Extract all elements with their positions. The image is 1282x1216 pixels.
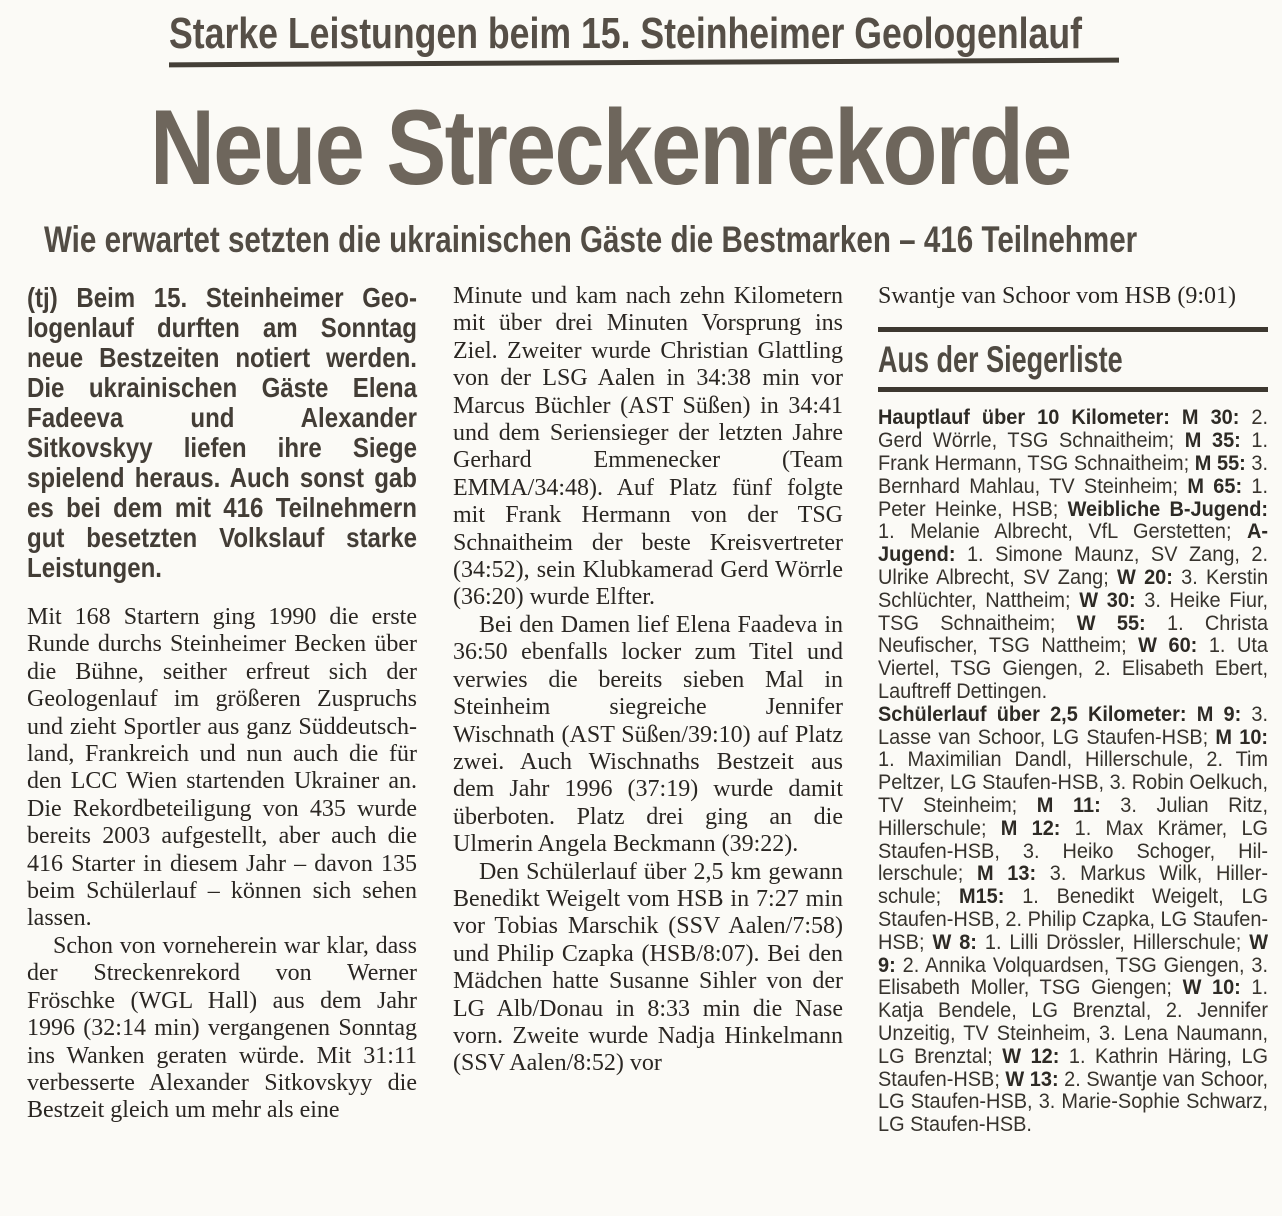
siegerliste-rule-top xyxy=(878,327,1268,332)
body-paragraph: Swantje van Schoor vom HSB (9:01) xyxy=(878,283,1236,309)
results-hauptlauf: Hauptlauf über 10 Kilometer: M 30: 2. Gerd Wörrle, TSG Schnaitheim; M 35: 1. Frank Hermann, TSG Schnaitheim; M 55: 3. Bernhard Mahlau, TV Steinheim; M 65: 1. Peter Heinke, HSB; Weibliche B-Jugend: 1. Melanie Albrecht, VfL Gerstetten; A-Jugend: 1. Simone Maunz, SV Zang, 2. Ulrike Albrecht, SV Zang; W 20: 3. Kerstin Schlüchter, Nattheim; W 30: 3. Heike Fiur, TSG Schnaitheim; W 55: 1. Christa Neufischer, TSG Nattheim; W 60: 1. Uta Viertel, TSG Giengen, 2. Elisabeth Ebert, Lauftreff Dettingen. xyxy=(878,406,1269,703)
body-paragraph: Minute und kam nach zehn Kilometern mit über drei Minuten Vorsprung ins Ziel. Zweiter wurde Christian Glattling von der LSG Aalen in 34:38 min vor Marcus Büchler (AST Süßen) in 34:41 und dem Seriensieger der letzten Jahre Gerhard Emmenecker (Team EMMA/34:48). Auf Platz fünf folgte mit Frank Hermann von der TSG Schnaitheim der beste Kreisvertreter (34:52), sein Klubkamerad Gerd Wörrle (36:20) wurde Elfter. xyxy=(453,283,843,611)
body-paragraph: Den Schülerlauf über 2,5 km gewann Benedikt Weigelt vom HSB in 7:27 min vor Tobias Marschik (SSV Aalen/7:58) und Philip Czapka (HSB/8:07). Bei den Mädchen hatte Susanne Sihler von der LG Alb/Donau in 8:33 min die Nase vorn. Zweite wurde Nadja Hinkelmann (SSV Aalen/8:52) vor xyxy=(453,858,843,1077)
body-paragraph: Bei den Damen lief Elena Faadeva in 36:50 ebenfalls locker zum Titel und verwies die bereits sieben Mal in Steinheim siegreiche Jennifer Wischnath (AST Süßen/39:10) auf Platz zwei. Auch Wischnaths Bestzeit aus dem Jahr 1996 (37:19) wurde damit überboten. Platz drei ging an die Ulmerin Angela Beckmann (39:22). xyxy=(453,611,843,858)
headline: Neue Streckenrekorde xyxy=(150,87,1071,207)
subheadline: Wie erwartet setzten die ukrainischen Gäste die Bestmarken – 416 Teilnehmer xyxy=(44,219,1138,260)
article-column-2 xyxy=(453,283,843,1078)
body-paragraph: Mit 168 Startern ging 1990 die erste Runde durchs Steinheimer Becken über die Bühne, seither erfreut sich der Geologenlauf im größeren Zuspruchs und zieht Sportler aus ganz Süddeutschland, Frankreich und nun auch die für den LCC Wien startenden Ukrainer an. Die Rekordbeteiligung von 435 wurde bereits 2003 aufgestellt, aber auch die 416 Starter in diesem Jahr – davon 135 beim Schülerlauf – können sich sehen lassen. xyxy=(27,604,417,932)
lead-paragraph: (tj) Beim 15. Steinheimer Geologenlauf durften am Sonntag neue Bestzeiten notiert werden. Die ukrainischen Gäste Elena Fadeeva und Alexander Sitkovskyy liefen ihre Siege spielend heraus. Auch sonst gab es bei dem mit 416 Teilnehmern gut besetzten Volkslauf starke Leistungen. xyxy=(27,282,417,583)
siegerliste-title: Aus der Siegerliste xyxy=(878,339,1123,381)
article-column-3 xyxy=(878,283,1268,1137)
siegerliste-rule-bottom xyxy=(878,387,1268,392)
siegerliste-box xyxy=(878,327,1268,1137)
body-paragraph: Schon von vorneherein war klar, dass der Streckenrekord von Werner Fröschke (WGL Hall) aus dem Jahr 1996 (32:14 min) vergangenen Sonntag ins Wanken geraten würde. Mit 31:11 verbesserte Alexander Sitkovskyy die Bestzeit gleich um mehr als eine xyxy=(27,932,417,1124)
kicker: Starke Leistungen beim 15. Steinheimer Geologenlauf xyxy=(169,9,1083,58)
results-schuelerlauf: Schülerlauf über 2,5 Kilometer: M 9: 3. Lasse van Schoor, LG Staufen-HSB; M 10: 1. Maximilian Dandl, Hillerschule, 2. Tim Peltzer, LG Staufen-HSB, 3. Robin Oelkuch, TV Steinheim; M 11: 3. Julian Ritz, Hillerschule; M 12: 1. Max Krämer, LG Staufen-HSB, 3. Heiko Schoger, Hillerschule; M 13: 3. Markus Wilk, Hillerschule; M15: 1. Benedikt Weigelt, LG Staufen-HSB, 2. Philip Czapka, LG Staufen-HSB; W 8: 1. Lilli Drössler, Hillerschule; W 9: 2. Annika Volquardsen, TSG Giengen, 3. Elisabeth Moller, TSG Giengen; W 10: 1. Katja Bendele, LG Brenztal, 2. Jennifer Unzeitig, TV Steinheim, 3. Lena Naumann, LG Brenztal; W 12: 1. Kathrin Häring, LG Staufen-HSB; W 13: 2. Swantje van Schoor, LG Staufen-HSB, 3. Marie-Sophie Schwarz, LG Staufen-HSB. xyxy=(878,702,1269,1137)
article-column-1 xyxy=(27,283,417,1125)
